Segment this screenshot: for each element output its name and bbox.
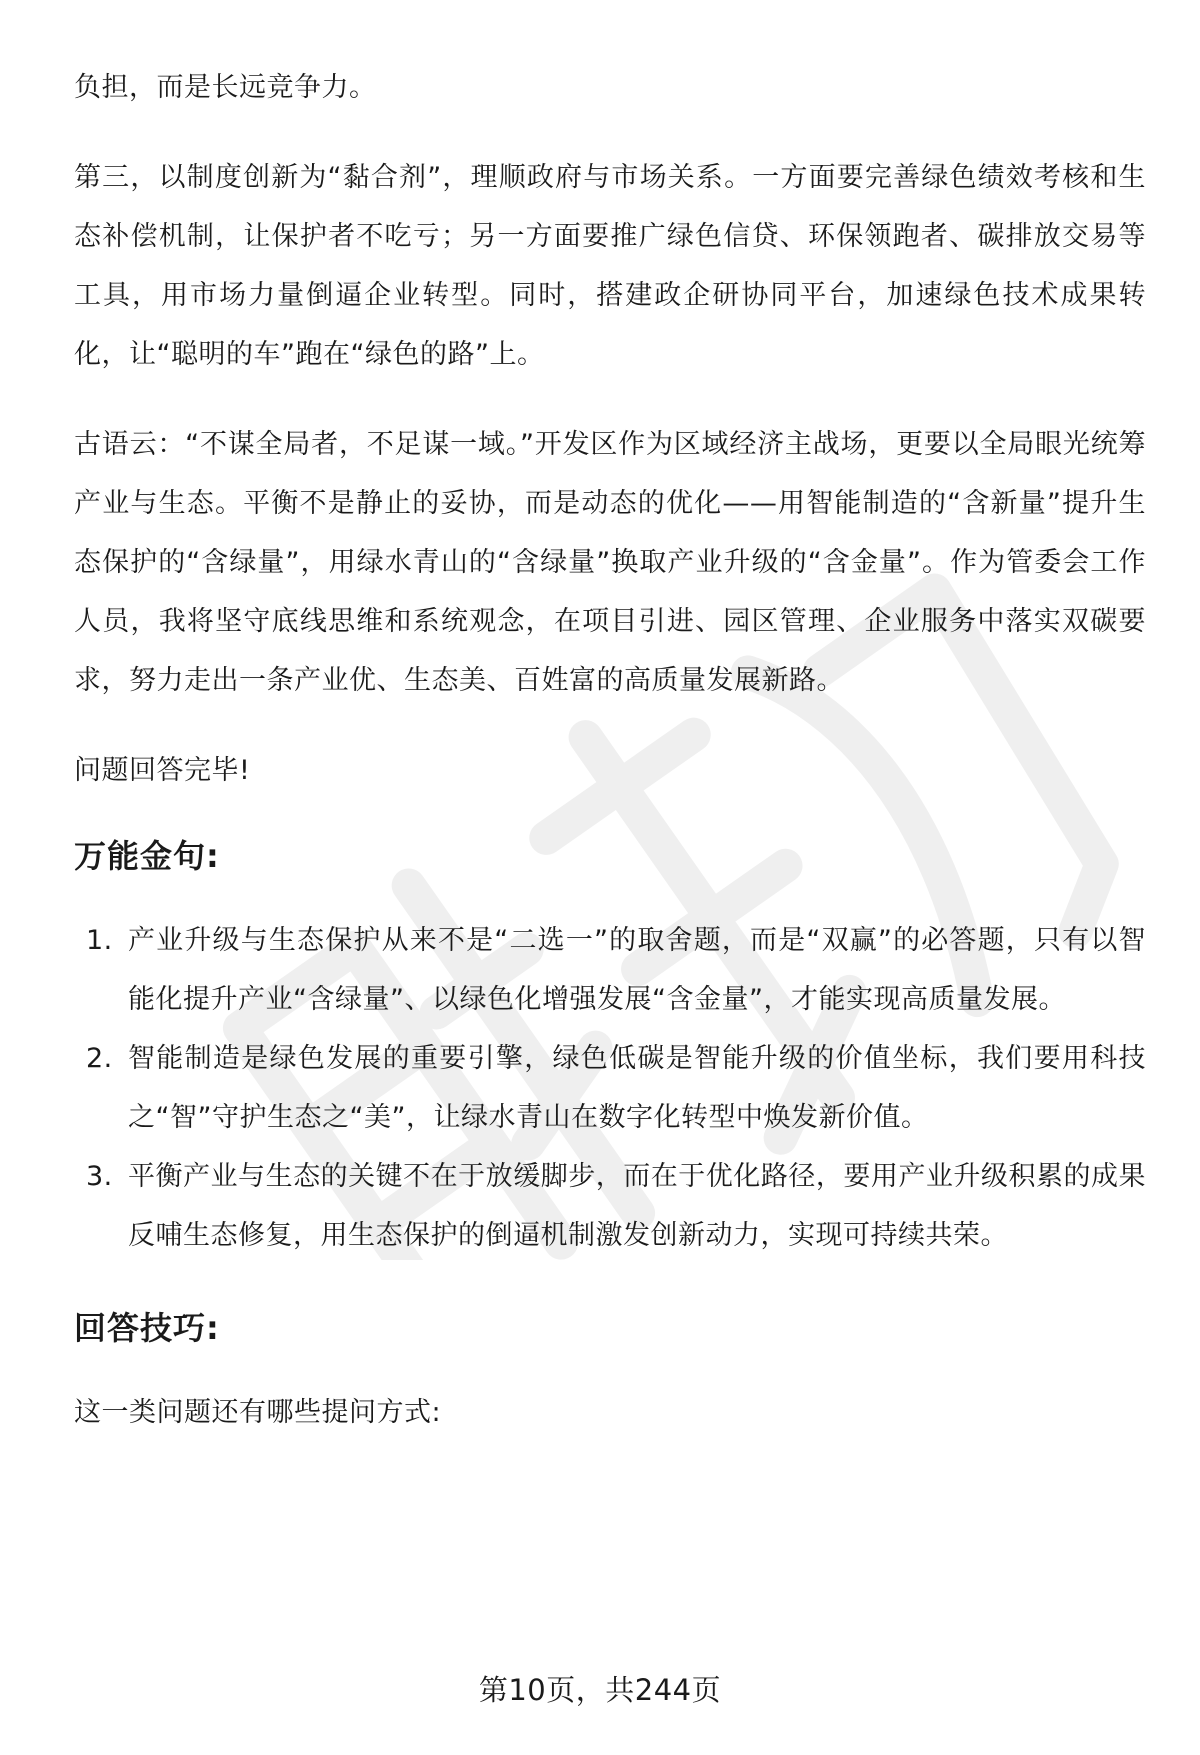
list-item-text: 产业升级与生态保护从来不是“二选一”的取舍题，而是“双赢”的必答题，只有以智能化提升产业“含绿量”、以绿色化增强发展“含金量”，才能实现高质量发展。 [128, 925, 1146, 1015]
paragraph-conclusion: 古语云：“不谋全局者，不足谋一域。”开发区作为区域经济主战场，更要以全局眼光统筹产业与生态。平衡不是静止的妥协，而是动态的优化——用智能制造的“含新量”提升生态保护的“含绿量”，用绿水青山的“含绿量”换取产业升级的“含金量”。作为管委会工作人员，我将坚守底线思维和系统观念，在项目引进、园区管理、企业服务中落实双碳要求，努力走出一条产业优、生态美、百姓富的高质量发展新路。 [74, 429, 1146, 696]
document-body [74, 58, 1146, 1473]
list-item [74, 1029, 1146, 1147]
section-heading-quotes: 万能金句: [74, 837, 220, 875]
list-item [74, 911, 1146, 1029]
list-item [74, 1147, 1146, 1265]
list-item-text: 平衡产业与生态的关键不在于放缓脚步，而在于优化路径，要用产业升级积累的成果反哺生态修复，用生态保护的倒逼机制激发创新动力，实现可持续共荣。 [128, 1161, 1146, 1251]
paragraph-continuation: 负担，而是长远竞争力。 [74, 72, 377, 103]
list-item-number: 3. [86, 1161, 113, 1192]
paragraph-tips-intro: 这一类问题还有哪些提问方式: [74, 1397, 442, 1428]
paragraph-answer-end: 问题回答完毕! [74, 755, 251, 786]
list-item-number: 2. [86, 1043, 113, 1074]
list-item-text: 智能制造是绿色发展的重要引擎，绿色低碳是智能升级的价值坐标，我们要用科技之“智”守护生态之“美”，让绿水青山在数字化转型中焕发新价值。 [128, 1043, 1146, 1133]
section-heading-tips: 回答技巧: [74, 1309, 220, 1347]
page-number: 第10页，共244页 [478, 1673, 722, 1707]
quotes-list [74, 911, 1146, 1265]
list-item-number: 1. [86, 925, 113, 956]
paragraph-third-point: 第三，以制度创新为“黏合剂”，理顺政府与市场关系。一方面要完善绿色绩效考核和生态补偿机制，让保护者不吃亏；另一方面要推广绿色信贷、环保领跑者、碳排放交易等工具，用市场力量倒逼企业转型。同时，搭建政企研协同平台，加速绿色技术成果转化，让“聪明的车”跑在“绿色的路”上。 [74, 162, 1146, 370]
